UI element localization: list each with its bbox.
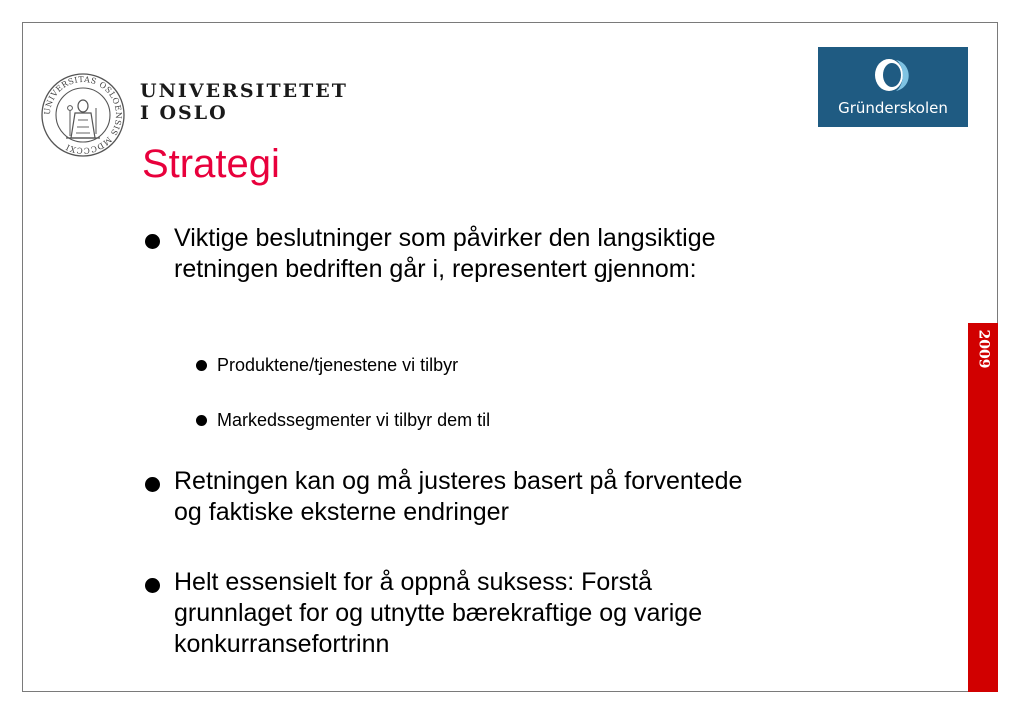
sub-bullet-text: Produktene/tjenestene vi tilbyr — [217, 355, 459, 375]
sub-bullet-dot-icon — [196, 360, 207, 371]
university-name-line1: UNIVERSITETET — [140, 80, 348, 102]
bullet-dot-icon — [145, 477, 160, 492]
partner-logo-text: Gründerskolen — [838, 99, 948, 117]
year-bar — [968, 323, 998, 692]
grunderskolen-logo — [818, 47, 968, 127]
bullet-item — [145, 567, 764, 660]
bullet-item — [145, 223, 764, 285]
university-seal-icon — [40, 72, 126, 158]
bullet-text: Retningen kan og må justeres basert på forventede og faktiske eksterne endringer — [174, 467, 743, 526]
sub-bullet-dot-icon — [196, 415, 207, 426]
bullet-dot-icon — [145, 234, 160, 249]
bullet-dot-icon — [145, 578, 160, 593]
year-label-box — [968, 327, 998, 371]
bullet-text: Helt essensielt for å oppnå suksess: Forstå grunnlaget for og utnytte bærekraftige og varige konkurransefortrinn — [174, 568, 703, 658]
university-name-line2: I OSLO — [140, 102, 228, 124]
bullet-item — [145, 466, 764, 528]
slide-title: Strategi — [142, 142, 280, 186]
sub-bullet-text: Markedssegmenter vi tilbyr dem til — [217, 410, 491, 430]
seal-text: UNIVERSITAS OSLOENSIS MDCCCXI — [42, 74, 124, 156]
university-name — [140, 80, 348, 124]
bullet-text: Viktige beslutninger som påvirker den langsiktige retningen bedriften går i, representert gjennom: — [174, 224, 716, 283]
sub-bullet-item — [196, 354, 458, 376]
svg-text:UNIVERSITAS OSLOENSIS MDCCCXI — [43, 75, 123, 155]
sub-bullet-item — [196, 409, 490, 431]
grunderskolen-mark-icon — [872, 55, 914, 95]
year-label: 2009 — [975, 329, 991, 369]
